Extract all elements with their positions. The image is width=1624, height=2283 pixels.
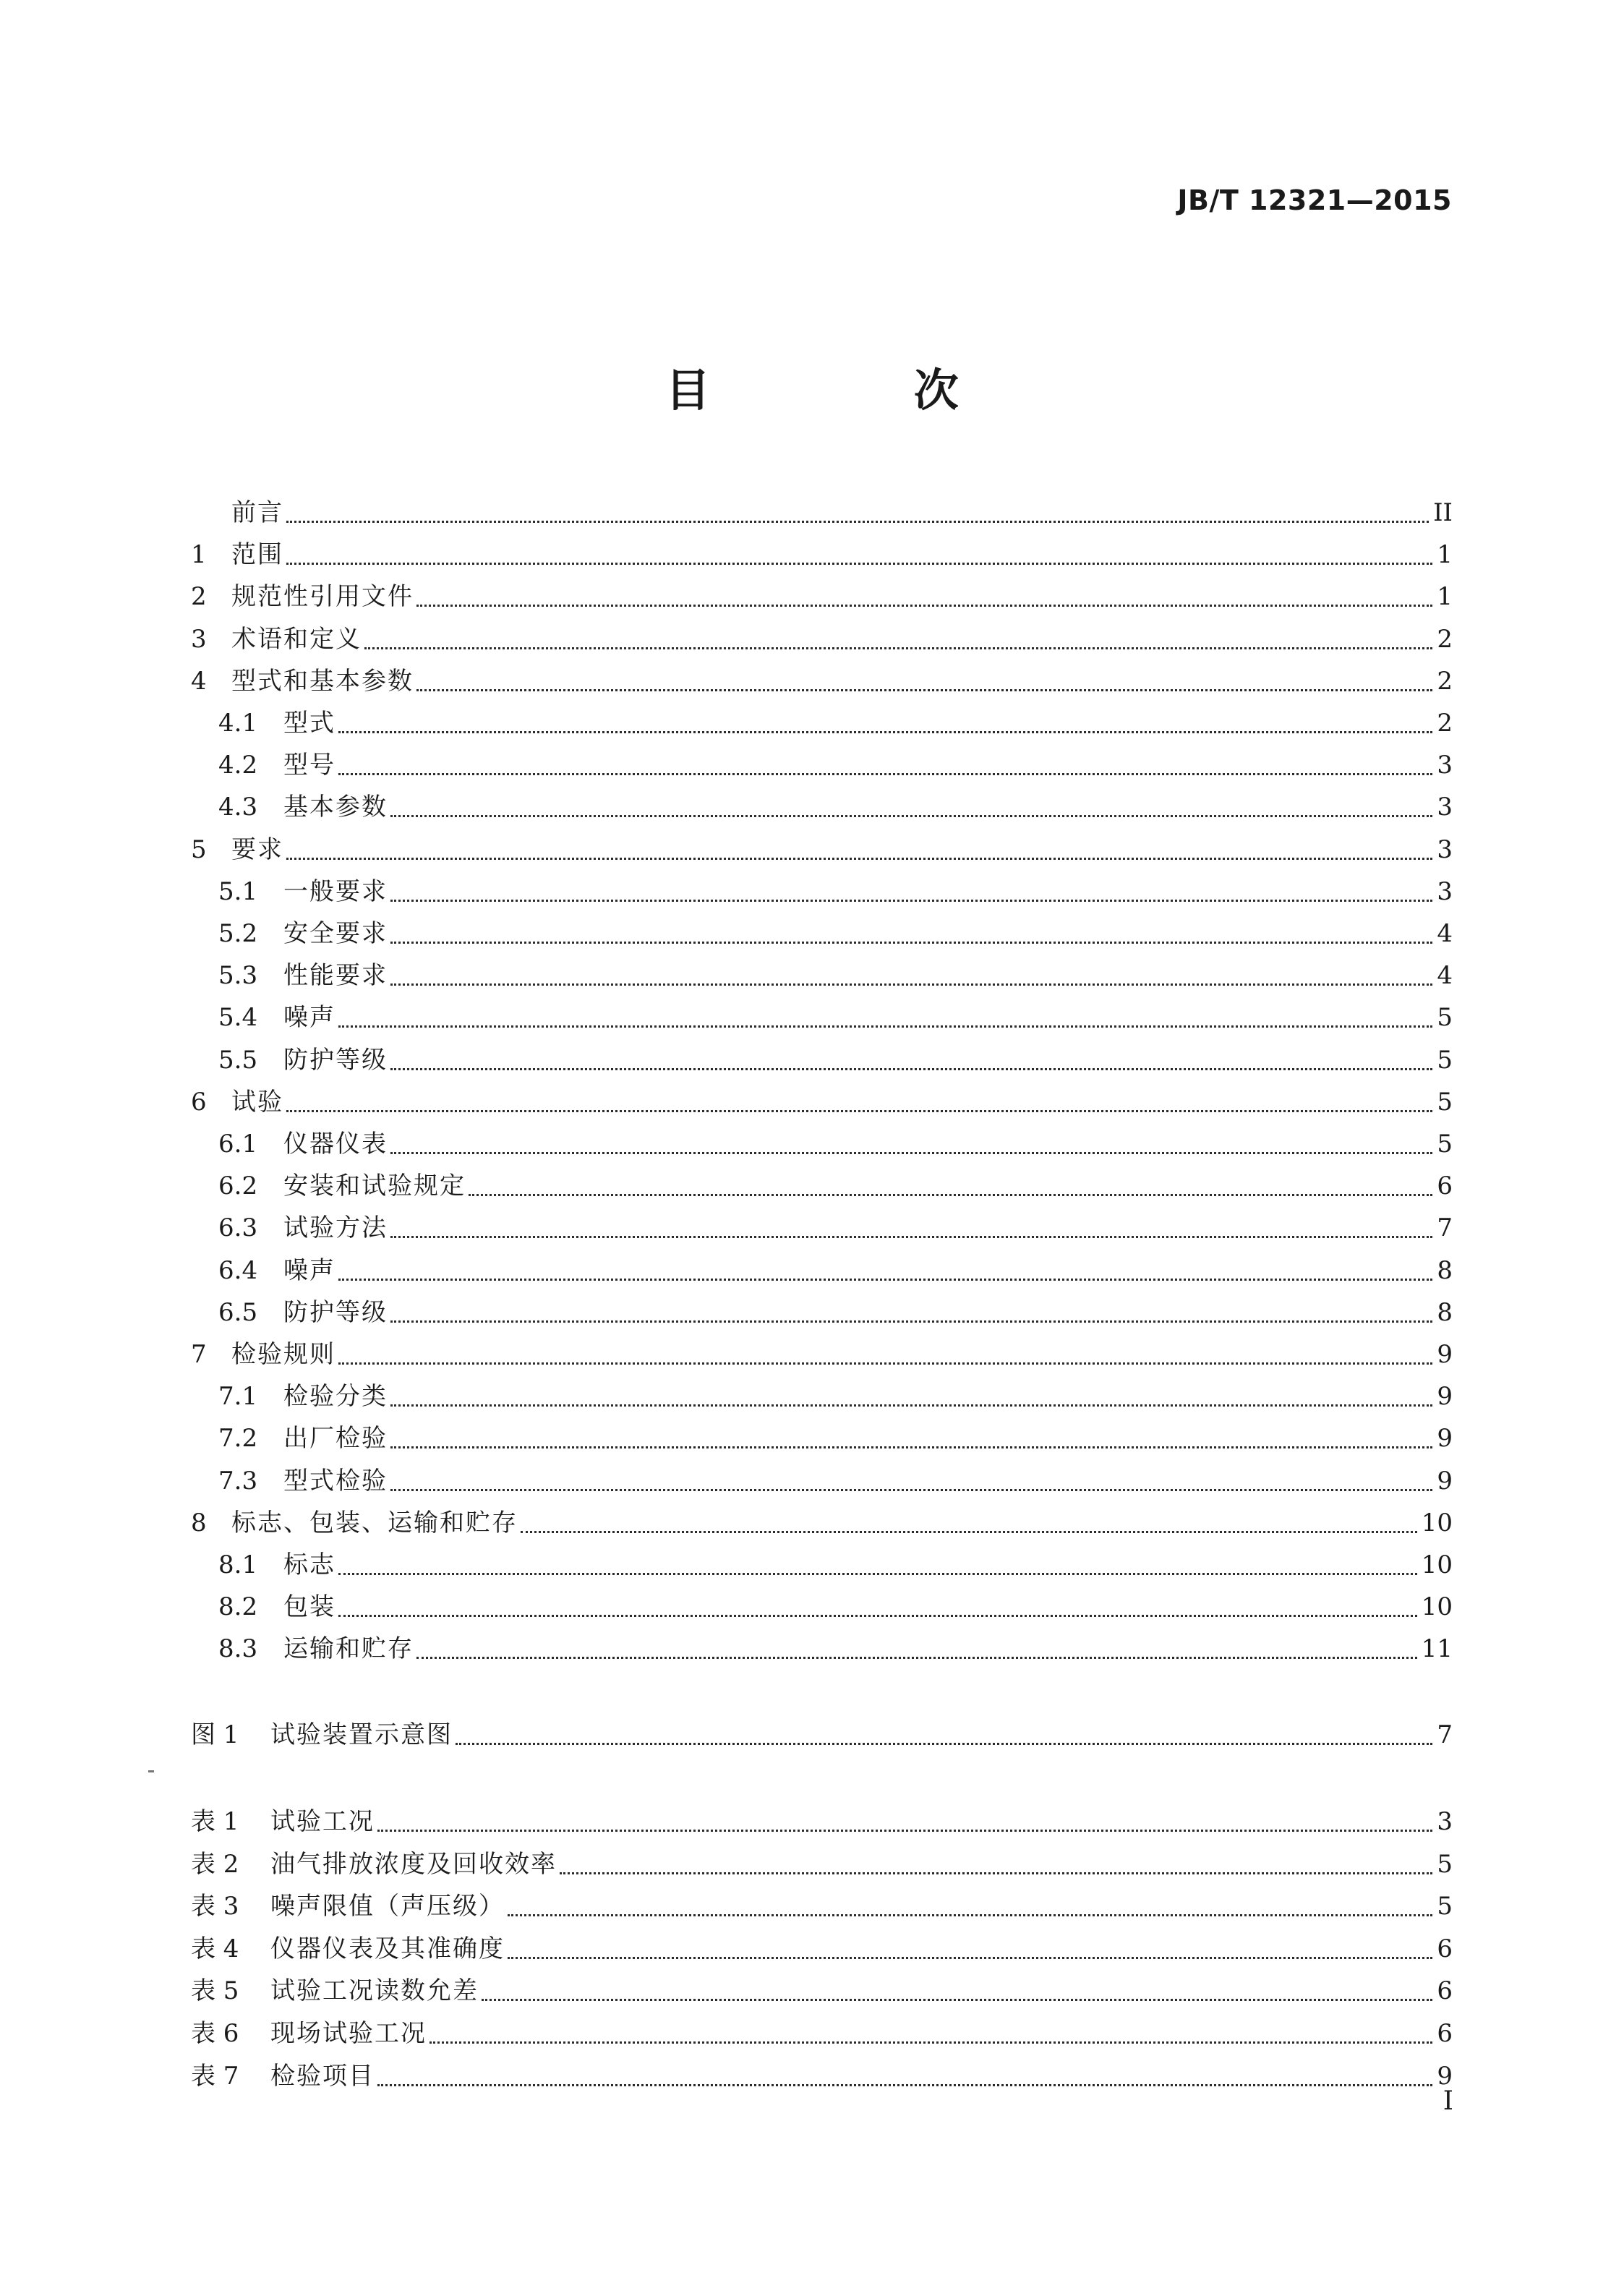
entry-number: 表 2 <box>191 1849 239 1879</box>
entry-title: 试验方法 <box>283 1213 388 1243</box>
entry-page-number: 10 <box>1421 1508 1453 1537</box>
toc-entry[interactable] <box>218 1039 1453 1081</box>
entry-number: 7.2 <box>218 1424 258 1454</box>
toc-entry[interactable] <box>218 955 1453 997</box>
dot-leader <box>338 1279 1432 1281</box>
entry-title: 噪声限值（声压级） <box>270 1892 505 1921</box>
entry-number: 5.3 <box>218 961 258 991</box>
entry-page-number: 5 <box>1437 1130 1453 1158</box>
toc-entry[interactable] <box>191 2055 1453 2097</box>
dot-leader <box>390 942 1432 944</box>
dot-leader <box>390 983 1432 986</box>
dot-leader <box>338 773 1432 775</box>
entry-number: 5.4 <box>218 1003 258 1033</box>
dot-leader <box>286 1110 1432 1112</box>
entry-page-number: 2 <box>1437 666 1453 696</box>
toc-entry[interactable] <box>191 1801 1453 1843</box>
entry-page-number: 5 <box>1437 1045 1453 1075</box>
entry-page-number: 3 <box>1437 793 1453 822</box>
toc-entry[interactable] <box>218 1375 1453 1417</box>
entry-title: 试验工况 <box>270 1807 375 1836</box>
entry-number: 6 <box>191 1087 207 1117</box>
dot-leader <box>390 1446 1432 1448</box>
entry-page-number: 6 <box>1437 1976 1453 2006</box>
entry-page-number: 1 <box>1437 582 1453 612</box>
entry-page-number: 6 <box>1437 1934 1453 1963</box>
entry-page-number: 7 <box>1437 1213 1453 1243</box>
toc-entry[interactable] <box>191 1843 1453 1885</box>
toc-entry[interactable] <box>218 1292 1453 1333</box>
dot-leader <box>338 1573 1417 1575</box>
dot-leader <box>429 2041 1432 2044</box>
dot-leader <box>390 1236 1432 1238</box>
dot-leader <box>286 563 1432 565</box>
toc-entry[interactable] <box>218 1207 1453 1249</box>
entry-title: 标志 <box>283 1550 336 1579</box>
toc-entry[interactable] <box>191 2013 1453 2054</box>
standard-code: JB/T 12321—2015 <box>1177 184 1452 216</box>
toc-entry[interactable] <box>218 913 1453 955</box>
toc-entry[interactable] <box>191 660 1453 702</box>
entry-title: 基本参数 <box>283 793 388 822</box>
entry-page-number: 2 <box>1437 624 1453 654</box>
dot-leader <box>390 815 1432 817</box>
entry-number: 7.1 <box>218 1382 258 1412</box>
entry-title: 现场试验工况 <box>270 2019 427 2048</box>
dot-leader <box>338 731 1432 733</box>
entry-title: 检验分类 <box>283 1382 388 1412</box>
dot-leader <box>390 900 1432 902</box>
entry-title: 检验项目 <box>270 2061 375 2091</box>
entry-page-number: 4 <box>1437 919 1453 948</box>
entry-title: 型号 <box>283 751 336 780</box>
entry-title: 噪声 <box>283 1003 336 1033</box>
entry-page-number: 3 <box>1437 876 1453 906</box>
entry-number: 表 1 <box>191 1807 239 1836</box>
entry-title: 要求 <box>231 835 283 864</box>
toc-entry[interactable] <box>218 1628 1453 1670</box>
entry-page-number: 8 <box>1437 1297 1453 1327</box>
entry-title: 术语和定义 <box>231 624 362 654</box>
dot-leader <box>338 1362 1432 1365</box>
entry-page-number: 8 <box>1437 1255 1453 1285</box>
entry-title: 型式和基本参数 <box>231 666 414 696</box>
entry-number: 8.3 <box>218 1634 258 1664</box>
entry-title: 油气排放浓度及回收效率 <box>270 1849 557 1879</box>
entry-page-number: 11 <box>1421 1634 1453 1664</box>
entry-title: 运输和贮存 <box>283 1634 414 1664</box>
dot-leader <box>286 858 1432 860</box>
entry-number: 7.3 <box>218 1466 258 1495</box>
entry-title: 检验规则 <box>231 1340 336 1369</box>
entry-number: 5.2 <box>218 919 258 948</box>
toc-entry[interactable] <box>191 1502 1453 1544</box>
entry-number: 图 1 <box>191 1720 239 1749</box>
entry-title: 型式 <box>283 709 336 738</box>
toc-entry[interactable] <box>191 1333 1453 1375</box>
entry-number: 表 7 <box>191 2061 239 2091</box>
dot-leader <box>338 1025 1432 1028</box>
page-number: I <box>1443 2086 1453 2116</box>
dot-leader <box>364 647 1432 649</box>
dot-leader <box>521 1531 1417 1533</box>
dot-leader <box>390 1404 1432 1407</box>
entry-title: 性能要求 <box>283 961 388 991</box>
entry-number: 5.5 <box>218 1045 258 1075</box>
toc-entry[interactable] <box>218 1250 1453 1292</box>
dot-leader <box>416 1657 1417 1659</box>
entry-page-number: 6 <box>1437 2019 1453 2048</box>
entry-number: 3 <box>191 624 207 654</box>
entry-page-number: 5 <box>1437 1003 1453 1033</box>
entry-number: 8.2 <box>218 1592 258 1622</box>
entry-number: 表 5 <box>191 1976 239 2006</box>
entry-page-number: 10 <box>1421 1550 1453 1579</box>
entry-title: 试验 <box>231 1087 283 1117</box>
entry-number: 8.1 <box>218 1550 258 1579</box>
entry-page-number: 9 <box>1437 2061 1453 2091</box>
entry-number: 4.1 <box>218 709 258 738</box>
entry-number: 表 6 <box>191 2019 239 2048</box>
dot-leader <box>508 1914 1432 1916</box>
entry-number: 6.4 <box>218 1255 258 1285</box>
entry-page-number: 5 <box>1437 1087 1453 1117</box>
entry-number: 2 <box>191 582 207 612</box>
entry-title: 仪器仪表 <box>283 1130 388 1158</box>
toc-entry[interactable] <box>218 744 1453 786</box>
entry-number: 4.2 <box>218 751 258 780</box>
entry-number: 6.5 <box>218 1297 258 1327</box>
entry-title: 包装 <box>283 1592 336 1622</box>
entry-page-number: 4 <box>1437 961 1453 991</box>
toc-entry[interactable] <box>191 1928 1453 1970</box>
entry-number: 5.1 <box>218 876 258 906</box>
entry-page-number: II <box>1433 498 1453 527</box>
entry-page-number: 7 <box>1437 1720 1453 1749</box>
dot-leader <box>390 1489 1432 1491</box>
entry-number: 6.2 <box>218 1172 258 1201</box>
entry-page-number: 5 <box>1437 1849 1453 1879</box>
entry-page-number: 6 <box>1437 1172 1453 1201</box>
entry-page-number: 9 <box>1437 1382 1453 1412</box>
dot-leader <box>390 1320 1432 1323</box>
entry-number: 5 <box>191 835 207 864</box>
scan-mark <box>148 1770 154 1772</box>
dot-leader <box>416 605 1432 607</box>
toc-entry[interactable] <box>218 1544 1453 1586</box>
dot-leader <box>377 2084 1432 2086</box>
dot-leader <box>286 521 1429 523</box>
toc-entry[interactable] <box>191 1970 1453 2012</box>
entry-page-number: 2 <box>1437 709 1453 738</box>
dot-leader <box>390 1152 1432 1154</box>
toc-entry[interactable] <box>191 618 1453 660</box>
entry-title: 型式检验 <box>283 1466 388 1495</box>
page-title: 目 次 <box>665 364 1053 417</box>
dot-leader <box>338 1615 1417 1617</box>
entry-title: 安全要求 <box>283 919 388 948</box>
entry-page-number: 1 <box>1437 540 1453 570</box>
entry-title: 范围 <box>231 540 283 570</box>
entry-title: 安装和试验规定 <box>283 1172 466 1201</box>
entry-number: 表 3 <box>191 1892 239 1921</box>
toc-entry[interactable] <box>218 871 1453 913</box>
toc-entry[interactable] <box>191 576 1453 618</box>
entry-title: 噪声 <box>283 1255 336 1285</box>
entry-number: 表 4 <box>191 1934 239 1963</box>
entry-title: 仪器仪表及其准确度 <box>270 1934 505 1963</box>
entry-page-number: 9 <box>1437 1424 1453 1454</box>
toc-entry[interactable] <box>191 1885 1453 1927</box>
entry-title: 一般要求 <box>283 876 388 906</box>
entry-title: 防护等级 <box>283 1045 388 1075</box>
toc-entry[interactable] <box>191 1081 1453 1123</box>
toc-entry[interactable] <box>218 1460 1453 1502</box>
entry-page-number: 10 <box>1421 1592 1453 1622</box>
toc-entry[interactable] <box>191 1714 1453 1756</box>
entry-page-number: 3 <box>1437 835 1453 864</box>
entry-number: 6.3 <box>218 1213 258 1243</box>
entry-number: 7 <box>191 1340 207 1369</box>
entry-number: 4.3 <box>218 793 258 822</box>
entry-page-number: 3 <box>1437 751 1453 780</box>
entry-title: 前言 <box>231 498 283 527</box>
dot-leader <box>482 1999 1432 2001</box>
toc-entry[interactable] <box>191 492 1453 534</box>
toc-entry[interactable] <box>218 1586 1453 1628</box>
entry-page-number: 9 <box>1437 1340 1453 1369</box>
dot-leader <box>508 1957 1432 1959</box>
toc-entry[interactable] <box>218 1165 1453 1207</box>
entry-title: 标志、包装、运输和贮存 <box>231 1508 518 1537</box>
dot-leader <box>416 689 1432 691</box>
toc-entry[interactable] <box>191 534 1453 576</box>
toc-entry[interactable] <box>218 1417 1453 1459</box>
dot-leader <box>456 1743 1432 1745</box>
entry-title: 试验装置示意图 <box>270 1720 453 1749</box>
toc-entry[interactable] <box>218 786 1453 828</box>
entry-page-number: 9 <box>1437 1466 1453 1495</box>
entry-page-number: 5 <box>1437 1892 1453 1921</box>
entry-number: 4 <box>191 666 207 696</box>
dot-leader <box>560 1872 1432 1874</box>
toc-entry[interactable] <box>218 1123 1453 1165</box>
entry-title: 出厂检验 <box>283 1424 388 1454</box>
dot-leader <box>390 1068 1432 1070</box>
entry-title: 防护等级 <box>283 1297 388 1327</box>
entry-page-number: 3 <box>1437 1807 1453 1836</box>
toc-entry[interactable] <box>191 829 1453 871</box>
entry-title: 规范性引用文件 <box>231 582 414 612</box>
toc-entry[interactable] <box>218 997 1453 1038</box>
entry-number: 6.1 <box>218 1130 258 1158</box>
dot-leader <box>469 1194 1432 1196</box>
toc-entry[interactable] <box>218 702 1453 744</box>
entry-number: 1 <box>191 540 207 570</box>
entry-title: 试验工况读数允差 <box>270 1976 479 2006</box>
dot-leader <box>377 1830 1432 1832</box>
entry-number: 8 <box>191 1508 207 1537</box>
